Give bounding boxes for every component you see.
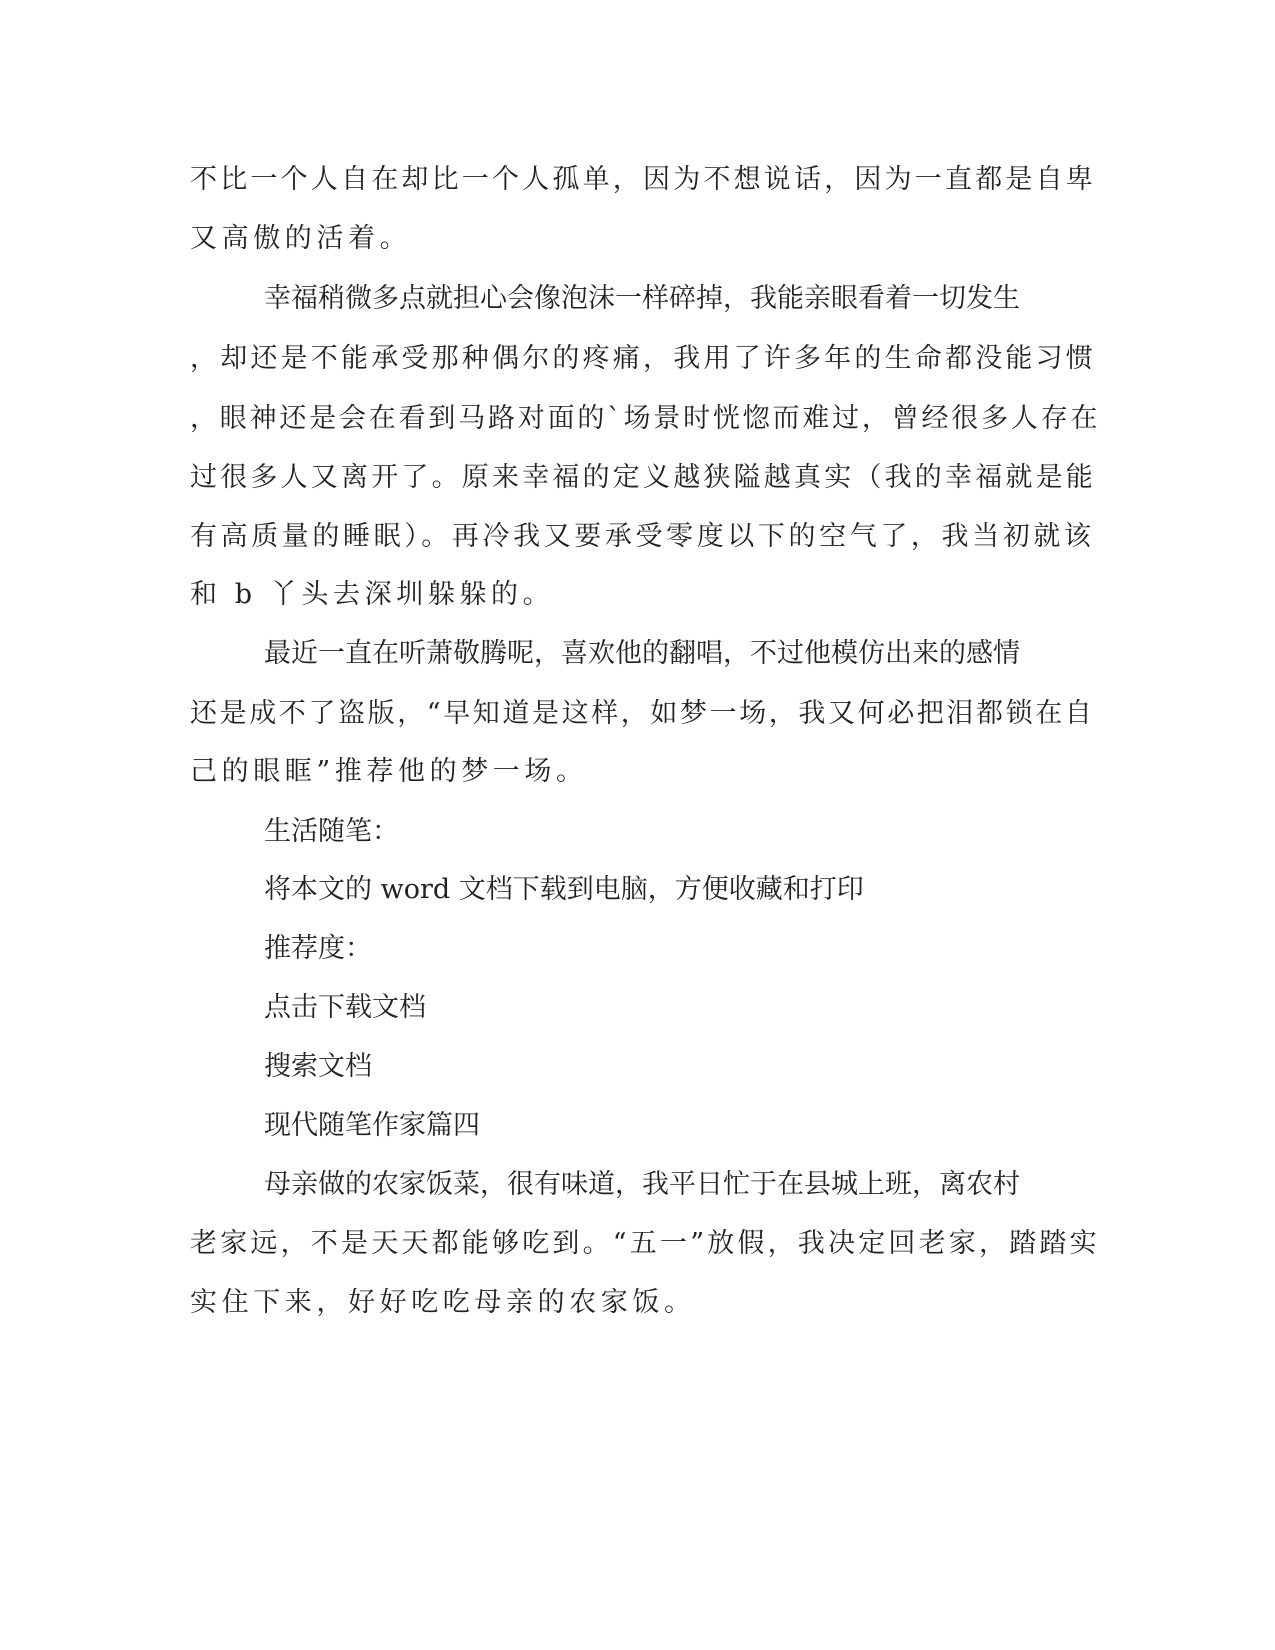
paragraph-line: ，却还是不能承受那种偶尔的疼痛，我用了许多年的生命都没能习惯 — [190, 343, 1096, 374]
paragraph-line: 实住下来，好好吃吃母亲的农家饭。 — [190, 1287, 696, 1318]
download-note: 将本文的 word 文档下载到电脑，方便收藏和打印 — [264, 874, 864, 905]
paragraph-line: 过很多人又离开了。原来幸福的定义越狭隘越真实（我的幸福就是能 — [190, 462, 1096, 493]
search-document-link[interactable]: 搜索文档 — [264, 1051, 372, 1082]
download-document-link[interactable]: 点击下载文档 — [264, 992, 426, 1023]
paragraph-line: 不比一个人自在却比一个人孤单，因为不想说话，因为一直都是自卑 — [190, 164, 1096, 195]
paragraph-line: 又高傲的活着。 — [190, 223, 412, 254]
paragraph-line: 最近一直在听萧敬腾呢，喜欢他的翻唱，不过他模仿出来的感情 — [264, 638, 1020, 669]
paragraph-line: 老家远，不是天天都能够吃到。“五一”放假，我决定回老家，踏踏实 — [190, 1228, 1100, 1259]
section-label: 生活随笔： — [264, 816, 399, 847]
paragraph-line: 和 b 丫头去深圳躲躲的。 — [190, 579, 555, 610]
paragraph-line: 幸福稍微多点就担心会像泡沫一样碎掉，我能亲眼看着一切发生 — [264, 283, 1020, 314]
paragraph-line: ，眼神还是会在看到马路对面的`场景时恍惚而难过，曾经很多人存在 — [190, 403, 1101, 434]
paragraph-line: 己的眼眶”推荐他的梦一场。 — [190, 756, 588, 787]
section-heading: 现代随笔作家篇四 — [264, 1110, 480, 1141]
recommendation-label: 推荐度： — [264, 933, 372, 964]
paragraph-line: 有高质量的睡眠）。再冷我又要承受零度以下的空气了，我当初就该 — [190, 521, 1095, 552]
paragraph-line: 还是成不了盗版，“早知道是这样，如梦一场，我又何必把泪都锁在自 — [190, 698, 1095, 729]
paragraph-line: 母亲做的农家饭菜，很有味道，我平日忙于在县城上班，离农村 — [264, 1169, 1020, 1200]
